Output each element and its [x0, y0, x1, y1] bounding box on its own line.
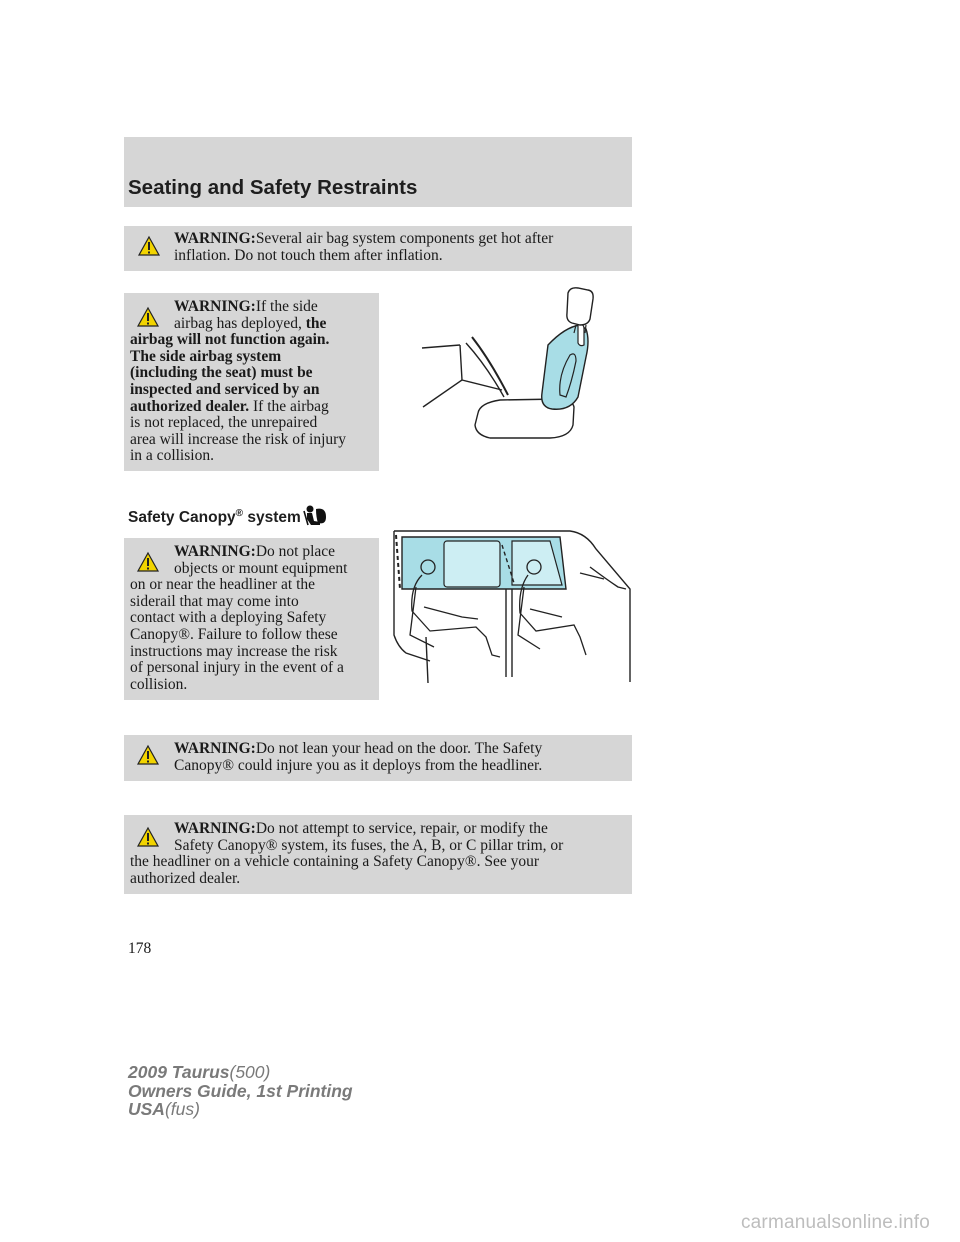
footer-model-code: (500) — [229, 1062, 271, 1082]
warning-triangle-icon — [137, 745, 159, 765]
warning-text: Do not attempt to service, repair, or modify the — [255, 820, 548, 837]
warning-text: the headliner on a vehicle containing a Safety Canopy®. See your — [130, 853, 540, 871]
footer-model: 2009 Taurus — [128, 1062, 230, 1082]
warning-label: WARNING: — [174, 230, 256, 247]
warning-text: Canopy®. Failure to follow these — [130, 625, 338, 643]
warning-text: in a collision. — [130, 447, 214, 465]
warning-text: authorized dealer. — [130, 869, 241, 887]
warning-text-bold: inspected and serviced by an — [130, 380, 320, 398]
warning-box-side-airbag — [124, 293, 379, 471]
warning-box-hot-components — [124, 226, 632, 271]
section-title — [128, 508, 301, 527]
warning-text: If the airbag — [249, 397, 329, 415]
warning-text: objects or mount equipment — [174, 559, 348, 577]
warning-text: Do not lean your head on the door. The Safety — [255, 740, 543, 757]
warning-triangle-icon — [137, 552, 159, 572]
warning-text-bold: The side airbag system — [130, 347, 282, 365]
warning-triangle-icon — [137, 307, 159, 327]
warning-text: Safety Canopy® system, its fuses, the A, B, or C pillar trim, or — [174, 836, 564, 854]
section-title-text: system — [243, 509, 301, 527]
side-airbag-seat-illustration — [420, 285, 610, 445]
warning-label: WARNING: — [174, 543, 256, 560]
warning-text-bold: (including the seat) must be — [130, 364, 313, 382]
footer-market-code: (fus) — [164, 1099, 200, 1119]
warning-text: collision. — [130, 675, 188, 693]
warning-text: Do not place — [255, 543, 336, 560]
warning-text-bold: the — [305, 314, 327, 332]
warning-text-bold: authorized dealer. — [130, 397, 250, 415]
warning-text: of personal injury in the event of a — [130, 659, 344, 677]
warning-text: airbag has deployed, — [174, 314, 306, 332]
airbag-passenger-icon — [298, 503, 328, 529]
warning-text: Several air bag system components get hot after — [255, 230, 554, 247]
safety-canopy-vehicle-illustration — [390, 527, 636, 687]
warning-text: is not replaced, the unrepaired — [130, 414, 318, 432]
warning-text: inflation. Do not touch them after inflation. — [174, 246, 443, 264]
warning-text: instructions may increase the risk — [130, 642, 338, 660]
section-title-text: Safety Canopy — [128, 509, 236, 527]
document-footer — [128, 1063, 353, 1119]
warning-label: WARNING: — [174, 740, 256, 757]
warning-triangle-icon — [137, 827, 159, 847]
warning-triangle-icon — [138, 236, 160, 256]
warning-text: on or near the headliner at the — [130, 576, 316, 594]
warning-text: siderail that may come into — [130, 592, 299, 610]
warning-label: WARNING: — [174, 298, 256, 315]
warning-text-bold: airbag will not function again. — [130, 331, 330, 349]
watermark: carmanualsonline.info — [740, 1212, 930, 1233]
warning-label: WARNING: — [174, 820, 256, 837]
page-title: Seating and Safety Restraints — [128, 176, 418, 199]
warning-text: contact with a deploying Safety — [130, 609, 327, 627]
footer-guide: Owners Guide, 1st Printing — [128, 1080, 353, 1101]
warning-text: Canopy® could injure you as it deploys from the headliner. — [174, 756, 543, 774]
footer-market: USA — [128, 1099, 165, 1119]
warning-text: If the side — [255, 298, 318, 315]
page-number: 178 — [128, 940, 152, 957]
registered-mark: ® — [235, 508, 244, 519]
warning-box-service — [124, 815, 632, 894]
warning-box-headliner — [124, 538, 379, 700]
warning-box-lean-head — [124, 735, 632, 781]
warning-text: area will increase the risk of injury — [130, 430, 347, 448]
